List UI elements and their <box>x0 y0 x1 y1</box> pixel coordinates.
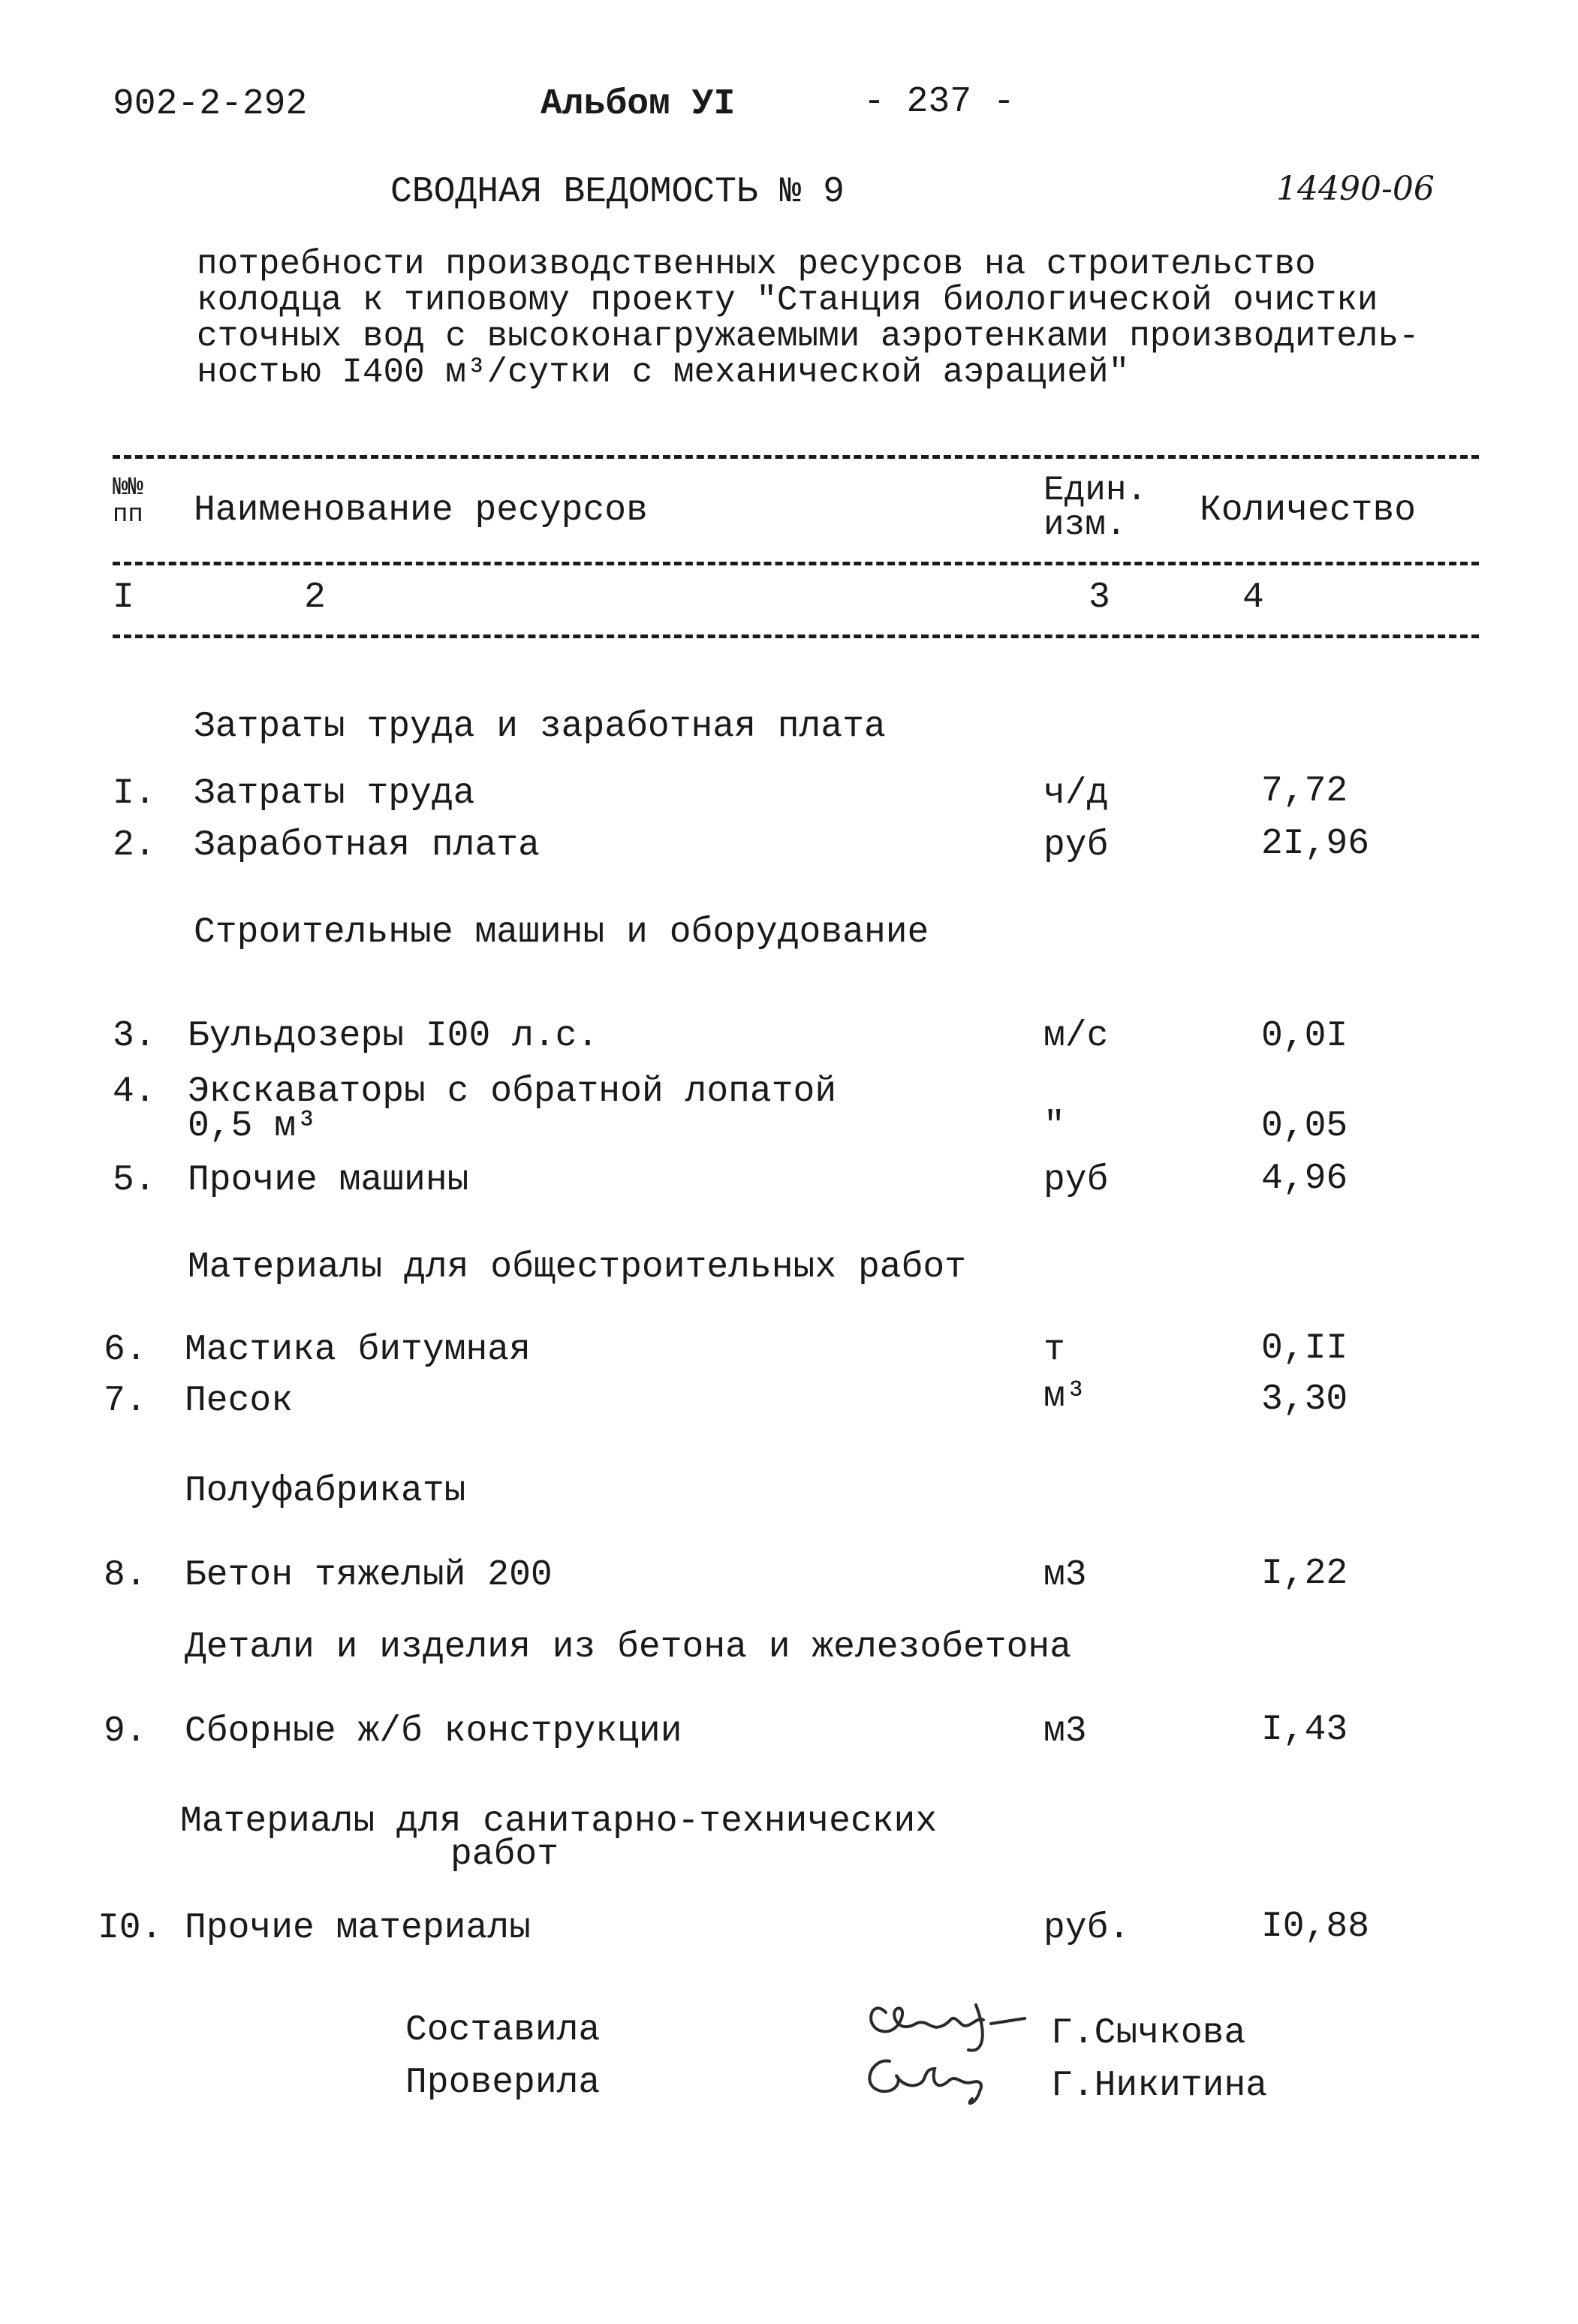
doc-code: 902-2-292 <box>113 84 308 125</box>
row-name: Прочие машины <box>188 1160 469 1201</box>
signature-name: Г.Сычкова <box>1051 2013 1246 2054</box>
row-num: 9. <box>104 1711 147 1752</box>
table-top-rule <box>113 455 1479 459</box>
row-unit: м3 <box>1043 1555 1087 1596</box>
header-mid-rule <box>113 562 1479 565</box>
row-name: Затраты труда <box>194 773 475 814</box>
row-qty: I0,88 <box>1261 1907 1370 1947</box>
intro-line: ностью I400 м³/сутки с механической аэрацией" <box>197 353 1130 392</box>
row-qty: 0,0I <box>1261 1016 1348 1057</box>
header-bottom-rule <box>113 635 1479 638</box>
section-heading-continuation: работ <box>450 1834 559 1875</box>
album-label: Альбом УI <box>541 84 736 125</box>
row-name: Прочие материалы <box>185 1908 531 1949</box>
col-header-num: №№ пп <box>113 474 143 529</box>
handwritten-signature-2 <box>852 2046 1010 2110</box>
handwritten-ref: 14490-06 <box>1276 170 1435 208</box>
row-name: Экскаваторы с обратной лопатой <box>188 1072 837 1112</box>
col-header-name: Наименование ресурсов <box>194 490 648 531</box>
intro-paragraph <box>197 246 1503 390</box>
col-number-2: 2 <box>304 577 326 618</box>
intro-line: сточных вод с высоконагружаемыми аэротенками производитель- <box>197 317 1420 356</box>
row-qty: 0,II <box>1261 1328 1348 1369</box>
row-name: Песок <box>185 1381 294 1421</box>
row-unit: " <box>1043 1106 1065 1147</box>
row-qty: 7,72 <box>1261 771 1348 812</box>
section-heading: Детали и изделия из бетона и железобетона <box>185 1627 1071 1668</box>
row-unit: руб. <box>1043 1908 1131 1949</box>
row-num: I. <box>113 773 156 814</box>
row-name: Сборные ж/б конструкции <box>185 1711 682 1752</box>
row-unit: м³ <box>1043 1376 1087 1417</box>
row-num: 6. <box>104 1330 147 1370</box>
row-num: 5. <box>113 1160 156 1201</box>
row-unit: руб <box>1043 1160 1109 1201</box>
row-num: 4. <box>113 1072 156 1112</box>
row-qty: 0,05 <box>1261 1106 1348 1147</box>
col-number-4: 4 <box>1242 577 1264 618</box>
row-num: 2. <box>113 825 156 866</box>
signature-name: Г.Никитина <box>1051 2066 1268 2106</box>
row-qty: 4,96 <box>1261 1159 1348 1199</box>
row-name: Заработная плата <box>194 825 540 866</box>
section-heading: Полуфабрикаты <box>185 1471 466 1512</box>
signature-role: Проверила <box>405 2063 601 2103</box>
col-number-3: 3 <box>1089 577 1110 618</box>
page-title: СВОДНАЯ ВЕДОМОСТЬ № 9 <box>390 172 845 213</box>
row-qty: I,43 <box>1261 1710 1348 1750</box>
row-name-continuation: 0,5 м³ <box>188 1106 318 1147</box>
row-unit: м3 <box>1043 1711 1087 1752</box>
row-name: Мастика битумная <box>185 1330 531 1370</box>
row-name: Бульдозеры I00 л.с. <box>188 1016 599 1057</box>
row-num: 3. <box>113 1016 156 1057</box>
row-num: 7. <box>104 1381 147 1421</box>
row-name: Бетон тяжелый 200 <box>185 1555 553 1596</box>
section-heading: Материалы для общестроительных работ <box>188 1247 966 1288</box>
row-qty: 3,30 <box>1261 1379 1348 1420</box>
col-header-qty: Количество <box>1200 490 1417 531</box>
row-unit: м/с <box>1043 1016 1109 1057</box>
row-qty: I,22 <box>1261 1554 1348 1594</box>
row-unit: т <box>1043 1330 1065 1370</box>
col-header-unit: Един. изм. <box>1043 471 1148 544</box>
row-unit: ч/д <box>1043 773 1109 814</box>
section-heading: Материалы для санитарно-технических <box>180 1801 938 1842</box>
row-unit: руб <box>1043 825 1109 866</box>
section-heading: Строительные машины и оборудование <box>194 912 929 953</box>
page-number: - 237 - <box>863 82 1015 122</box>
row-num: I0. <box>98 1908 163 1949</box>
intro-line: колодца к типовому проекту "Станция биологической очистки <box>197 281 1378 320</box>
row-num: 8. <box>104 1555 147 1596</box>
col-number-1: I <box>113 577 134 618</box>
row-qty: 2I,96 <box>1261 824 1370 864</box>
section-heading: Затраты труда и заработная плата <box>194 707 886 747</box>
signature-role: Составила <box>405 2010 601 2051</box>
intro-line: потребности производственных ресурсов на строительство <box>197 245 1316 284</box>
